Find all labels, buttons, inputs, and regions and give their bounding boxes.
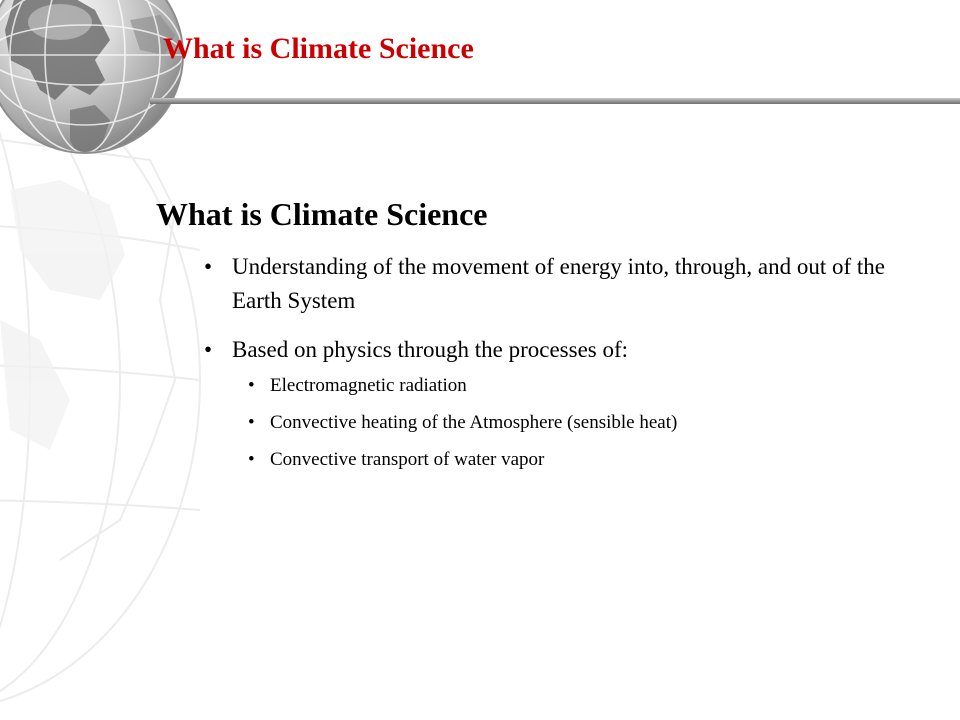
- slide-title: What is Climate Science: [163, 32, 474, 65]
- bullet-list: [156, 250, 916, 367]
- sub-bullet-item: • Convective transport of water vapor: [248, 448, 916, 472]
- globe-icon: [0, 0, 200, 170]
- sub-bullet-list: [156, 374, 916, 472]
- sub-bullet-item: • Electromagnetic radiation: [248, 374, 916, 398]
- slide-body: [156, 192, 916, 485]
- content-heading: What is Climate Science: [156, 196, 488, 232]
- title-divider: [150, 98, 960, 104]
- bullet-item: • Understanding of the movement of energy into, through, and out of the Earth System: [204, 250, 916, 318]
- bullet-item: • Based on physics through the processes of:: [204, 333, 916, 367]
- sub-bullet-item: • Convective heating of the Atmosphere (sensible heat): [248, 411, 916, 435]
